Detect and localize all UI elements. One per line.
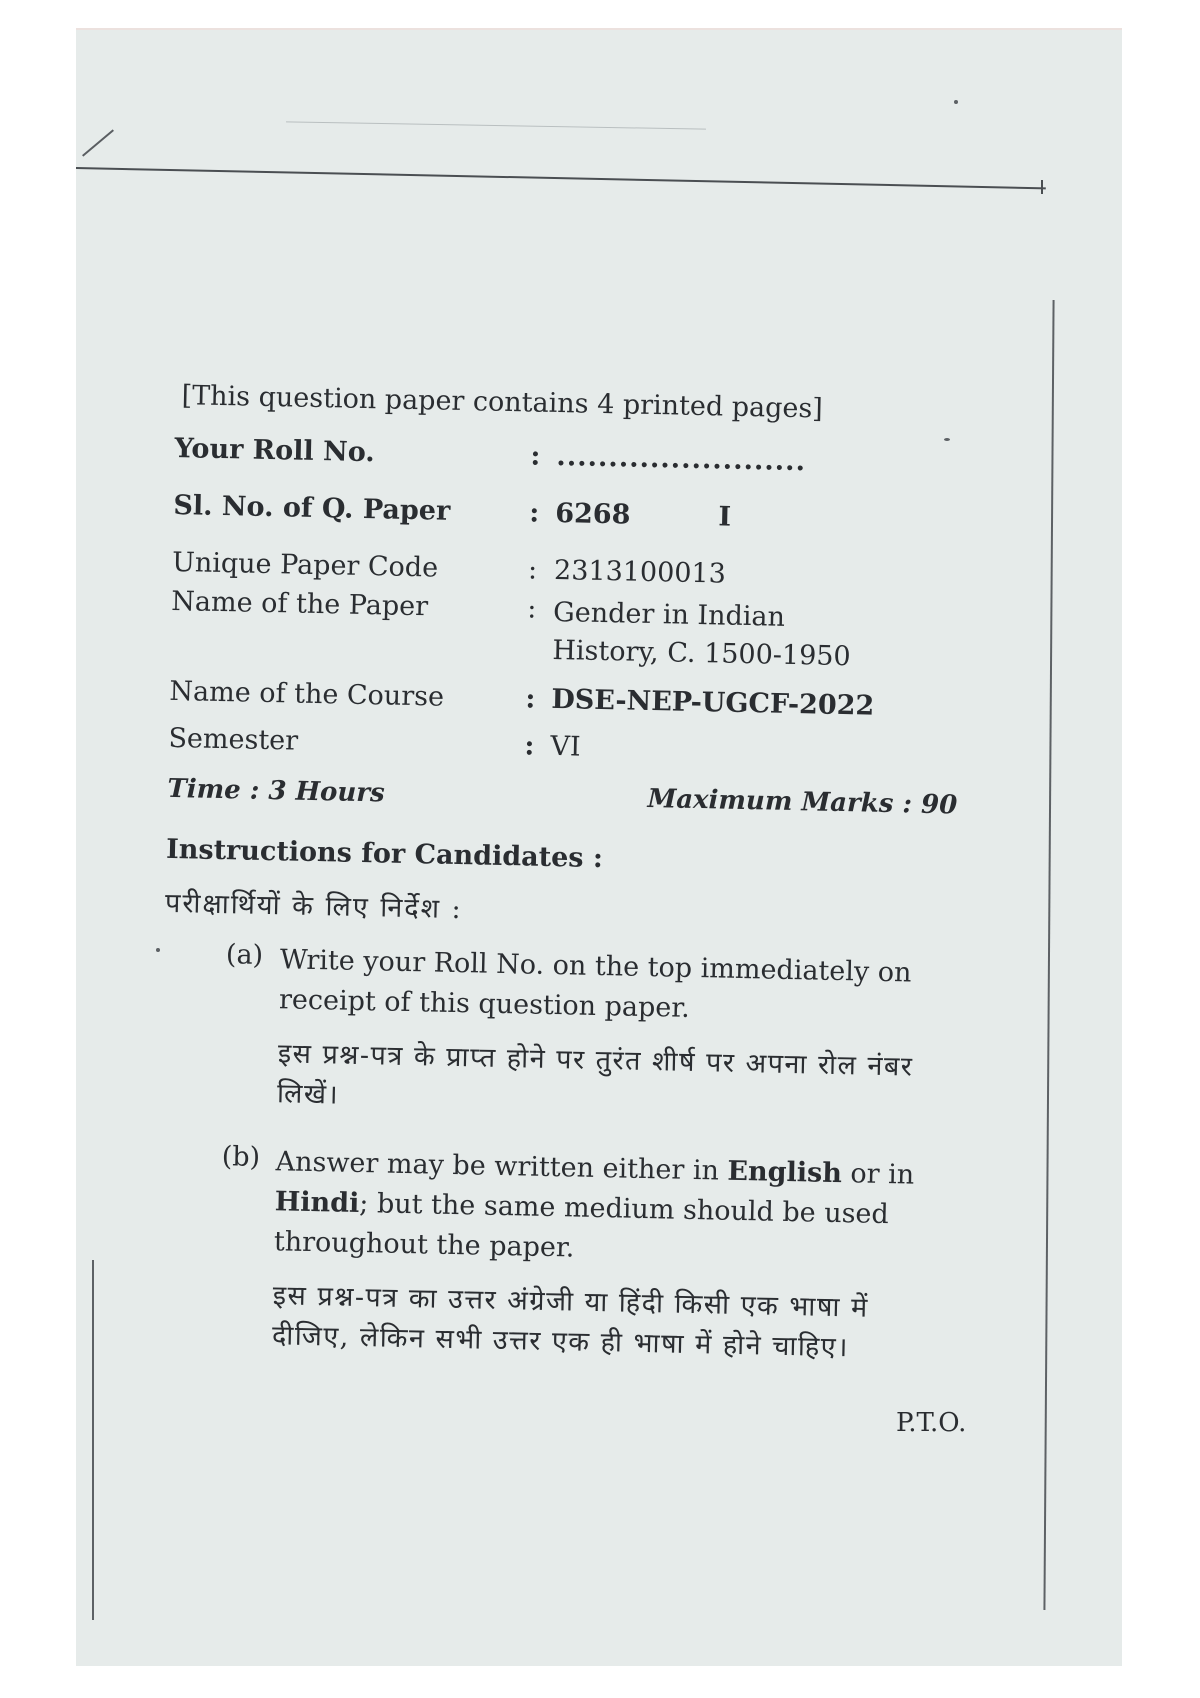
ink-speck <box>954 100 958 104</box>
colon: : <box>525 683 536 715</box>
instruction-hindi: इस प्रश्न-पत्र के प्राप्त होने पर तुरंत शीर्ष पर अपना रोल नंबर लिखें। <box>276 1038 914 1111</box>
paper-name-label: Name of the Paper <box>171 585 429 623</box>
serial-label: Sl. No. of Q. Paper <box>173 489 451 527</box>
roll-number-row <box>174 433 934 480</box>
paper-name-value <box>552 594 932 678</box>
top-rule <box>76 167 1046 189</box>
set-letter: I <box>718 501 732 533</box>
please-turn-over: P.T.O. <box>896 1408 967 1438</box>
time-allowed: Time : 3 Hours <box>167 773 385 809</box>
instruction-body <box>276 940 924 1141</box>
ink-speck <box>944 438 950 441</box>
left-margin-line <box>92 1260 94 1620</box>
time-marks-row <box>167 773 958 821</box>
serial-number: 6268 <box>554 497 631 531</box>
instruction-item <box>222 939 924 1142</box>
language-hindi: Hindi <box>274 1186 360 1220</box>
instruction-marker: (a) <box>225 939 264 971</box>
right-margin-line <box>1043 300 1054 1610</box>
instruction-text: or in <box>841 1158 915 1191</box>
instruction-marker: (b) <box>221 1141 261 1173</box>
instruction-english: Write your Roll No. on the top immediately on receipt of this question paper. <box>278 944 912 1024</box>
serial-value <box>555 498 934 537</box>
colon: : <box>527 554 538 586</box>
paper-name-row <box>170 586 931 678</box>
course-value: DSE-NEP-UGCF-2022 <box>551 683 875 722</box>
instruction-english <box>274 1142 920 1275</box>
roll-blank: ........................ <box>556 440 807 478</box>
instruction-body <box>271 1142 920 1383</box>
colon: : <box>528 497 540 529</box>
course-row <box>169 676 929 723</box>
ink-speck <box>156 948 160 952</box>
code-label: Unique Paper Code <box>171 546 439 584</box>
colon: : <box>524 730 535 762</box>
colon: : <box>530 440 541 472</box>
colon: : <box>526 593 537 625</box>
paper-name-line2: History, C. 1500-1950 <box>552 634 851 673</box>
instructions-heading: Instructions for Candidates : <box>165 833 604 875</box>
serial-number-row <box>173 490 933 537</box>
top-rule-tick <box>1041 180 1043 194</box>
course-label: Name of the Course <box>169 675 445 713</box>
instruction-item <box>217 1141 920 1384</box>
roll-label: Your Roll No. <box>174 432 376 469</box>
faint-rule <box>286 121 706 129</box>
page-count-note: [This question paper contains 4 printed pages] <box>181 380 824 425</box>
maximum-marks: Maximum Marks : 90 <box>647 783 958 821</box>
instruction-text: Answer may be written either in <box>275 1146 728 1187</box>
semester-row <box>168 723 928 770</box>
question-paper-sheet <box>76 30 1122 1666</box>
instruction-text: ; but the same medium should be used throughout the paper. <box>273 1188 890 1264</box>
code-value: 2313100013 <box>553 554 727 590</box>
instructions-heading-hindi: परीक्षार्थियों के लिए निर्देश : <box>164 887 463 926</box>
semester-value: VI <box>550 730 581 763</box>
paper-code-row <box>172 547 932 594</box>
pen-mark <box>82 129 114 156</box>
paper-content <box>155 380 958 1398</box>
semester-label: Semester <box>168 722 299 757</box>
language-english: English <box>727 1155 843 1190</box>
paper-name-line1: Gender in Indian <box>552 596 786 633</box>
instruction-hindi: इस प्रश्न-पत्र का उत्तर अंग्रेजी या हिंदी किसी एक भाषा में दीजिए, लेकिन सभी उत्तर एक ही भाषा में होने चाहिए। <box>271 1280 869 1364</box>
